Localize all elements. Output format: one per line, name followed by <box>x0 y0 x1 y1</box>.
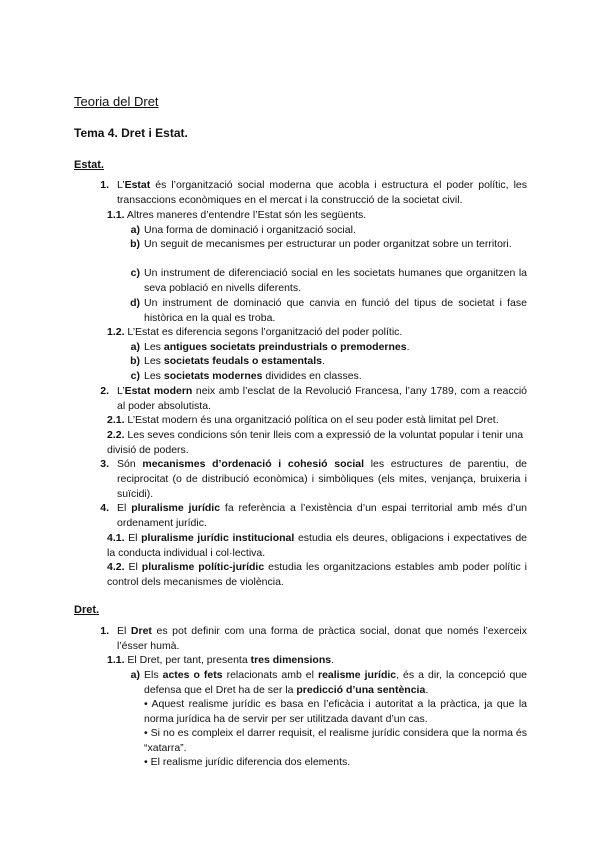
sub-item: 2.2. Les seves condicions són tenir lleis com a expressió de la voluntat popular i tenir una divisió de poders. <box>107 429 524 456</box>
lettered-item: c) Les societats modernes dividides en classes. <box>130 370 362 382</box>
list-item: 2. L’Estat modern neix amb l’esclat de la Revolució Francesa, l’any 1789, com a reacció al poder absolutista. <box>100 385 527 412</box>
sub-item: 4.2. El pluralisme polític-jurídic estudia les organitzacions estables amb poder polític i control dels mecanismes de violència. <box>107 561 528 588</box>
sub-item: 1.2. L’Estat es diferencia segons l’organització del poder polític. <box>107 326 403 338</box>
list-item: 1. El Dret es pot definir com una forma de pràctica social, donat que només l’exerceix l’ésser humà. <box>100 625 527 652</box>
bullet-paragraph: • Si no es compleix el darrer requisit, el realisme jurídic considera que la norma és “xatarra”. <box>144 727 527 754</box>
sub-item: 4.1. El pluralisme jurídic institucional estudia els deures, obligacions i expectatives de la conducta individual i col·lectiva. <box>107 532 528 559</box>
lettered-item: b) Les societats feudals o estamentals. <box>130 355 325 367</box>
list-item: 4. El pluralisme jurídic fa referència a l’existència d’un espai territorial amb més d’un ordenament jurídic. <box>100 502 527 529</box>
item-number: 1. <box>100 179 109 191</box>
bullet-paragraph: • Aquest realisme jurídic es basa en l’eficàcia i autoritat a la pràctica, ja que la norma jurídica ha de servir per ser utilitzada davant d’un cas. <box>144 698 527 725</box>
section-heading-estat: Estat. <box>74 159 104 171</box>
lettered-item: b) Un seguit de mecanismes per estructurar un poder organitzat sobre un territori. <box>130 238 512 250</box>
section-heading-dret: Dret. <box>74 604 100 616</box>
bullet-paragraph: • El realisme jurídic diferencia dos elements. <box>144 756 351 768</box>
sub-item: 2.1. L’Estat modern és una organització política on el seu poder està limitat pel Dret. <box>107 414 499 426</box>
lettered-item: a) Les antigues societats preindustrials o premodernes. <box>130 341 410 353</box>
sub-item: 1.1. Altres maneres d’entendre l’Estat són les següents. <box>107 209 367 221</box>
list-item <box>91 178 527 208</box>
sub-item: 1.1. El Dret, per tant, presenta tres dimensions. <box>107 654 335 666</box>
lettered-item: d) Un instrument de dominació que canvia en funció del tipus de societat i fase històrica en la qual es troba. <box>130 297 527 324</box>
lettered-item: a) Una forma de dominació i organització social. <box>130 224 356 236</box>
document-subtitle: Tema 4. Dret i Estat. <box>74 126 188 140</box>
lettered-item: a) Els actes o fets relacionats amb el realisme jurídic, és a dir, la concepció que defensa que el Dret ha de ser la predicció d’una sentència. <box>130 669 527 696</box>
lettered-item: c) Un instrument de diferenciació social en les societats humanes que organitzen la seva població en nivells diferents. <box>130 267 527 294</box>
list-item: 3. Són mecanismes d’ordenació i cohesió social les estructures de parentiu, de reciprocitat (o de distribució econòmica) i simbòliques (els mites, venjança, bruixeria i suïcidi). <box>100 458 527 500</box>
sub-item-number: 1.1. <box>107 209 125 221</box>
document-title: Teoria del Dret <box>74 94 159 109</box>
item-text: L’Estat és l’organització social moderna que acobla i estructura el poder polític, les transaccions econòmiques en el mercat i la construcció de la societat civil. <box>117 179 527 206</box>
